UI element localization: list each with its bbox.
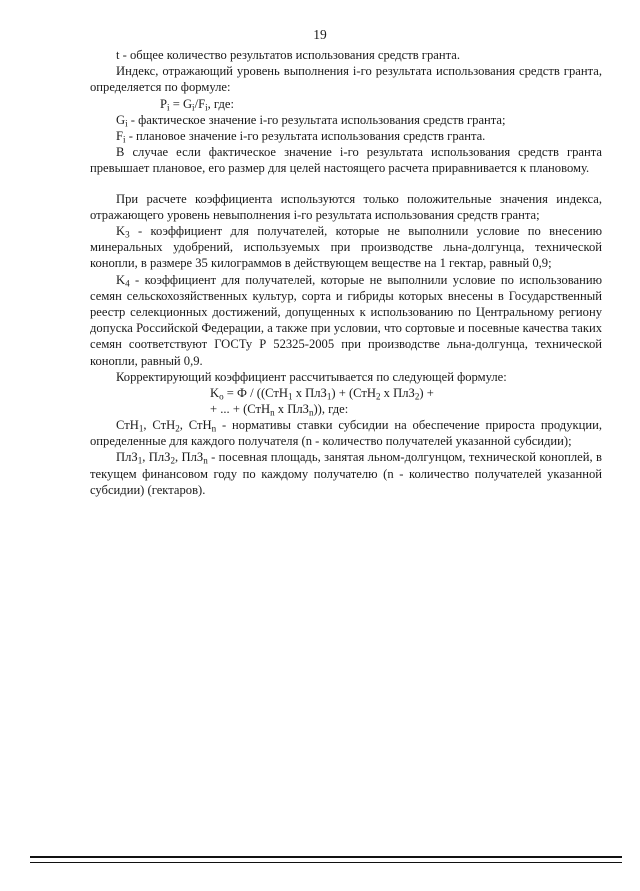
exceed-paragraph: В случае если фактическое значение i-го результата использования средств гранта превышает плановое, его размер для целей настоящего расчета приравнивается к плановому. — [90, 145, 602, 176]
k4-definition: $K_4$ - коэффициент для получателей, которые не выполнили условие по использованию семян сельскохозяйственных культур, сорта и гибриды которых внесены в Государственный реестр селекционных достижений, допущенных к использованию по Центральному региону допуска Российской Федерации, а также при условии, что сортовые и посевные качества таких семян соответствуют ГОСТу Р 52325-2005 при производстве льна-долгунца, технической конопли, равный 0,9. — [90, 272, 602, 368]
formula-ko-line1: $K_о = Ф / ((СтН_1$ х ПлЗ$_1$) + (СтН$_2$ х ПлЗ$_2$) + — [210, 386, 434, 402]
fi-definition: $F_i$ - плановое значение i-го результата использования средств гранта. — [116, 129, 486, 145]
footer-rule — [30, 856, 622, 858]
gi-definition: $G_i$ - фактическое значение i-го результата использования средств гранта; — [116, 112, 506, 129]
positive-paragraph: При расчете коэффициента используются только положительные значения индекса, отражающего уровень невыполнения i-го результата использования средств гранта; — [90, 191, 602, 222]
plz-definition: ПлЗ$_1$, ПлЗ$_2$, ПлЗ$_n$ - посевная площадь, занятая льном-долгунцом, технической коноплей, в текущем финансовом году по каждому получателю (n - количество получателей указанной субсидии) (гектаров). — [90, 450, 602, 497]
index-intro: Индекс, отражающий уровень выполнения i-го результата использования средств гранта, определяется по формуле: — [90, 64, 602, 95]
formula-pi: $P_i = G_i/F_i$, где: — [160, 96, 234, 112]
k3-definition: $K_3$ - коэффициент для получателей, которые не выполнили условие по внесению минеральных удобрений, используемых при производстве льна-долгунца, технической конопли, в размере 35 килограммов в действующем веществе на 1 гектар, равный 0,9; — [90, 224, 602, 271]
formula-ko — [90, 385, 602, 417]
corr-intro: Корректирующий коэффициент рассчитывается по следующей формуле: — [116, 369, 507, 384]
formula-ko-line2: + ... + (СтН$_n$ х ПлЗ$_n$)), где: — [210, 402, 349, 418]
t-definition: t - общее количество результатов использования средств гранта. — [116, 48, 460, 62]
document-body — [90, 47, 602, 498]
footer-rule-thin — [30, 862, 622, 863]
stn-definition: СтН$_1$, СтН$_2$, СтН$_n$ - нормативы ставки субсидии на обеспечение прироста продукции, определенные для каждого получателя (n - количество получателей указанной субсидии); — [90, 418, 602, 449]
page-number: 19 — [313, 27, 327, 42]
